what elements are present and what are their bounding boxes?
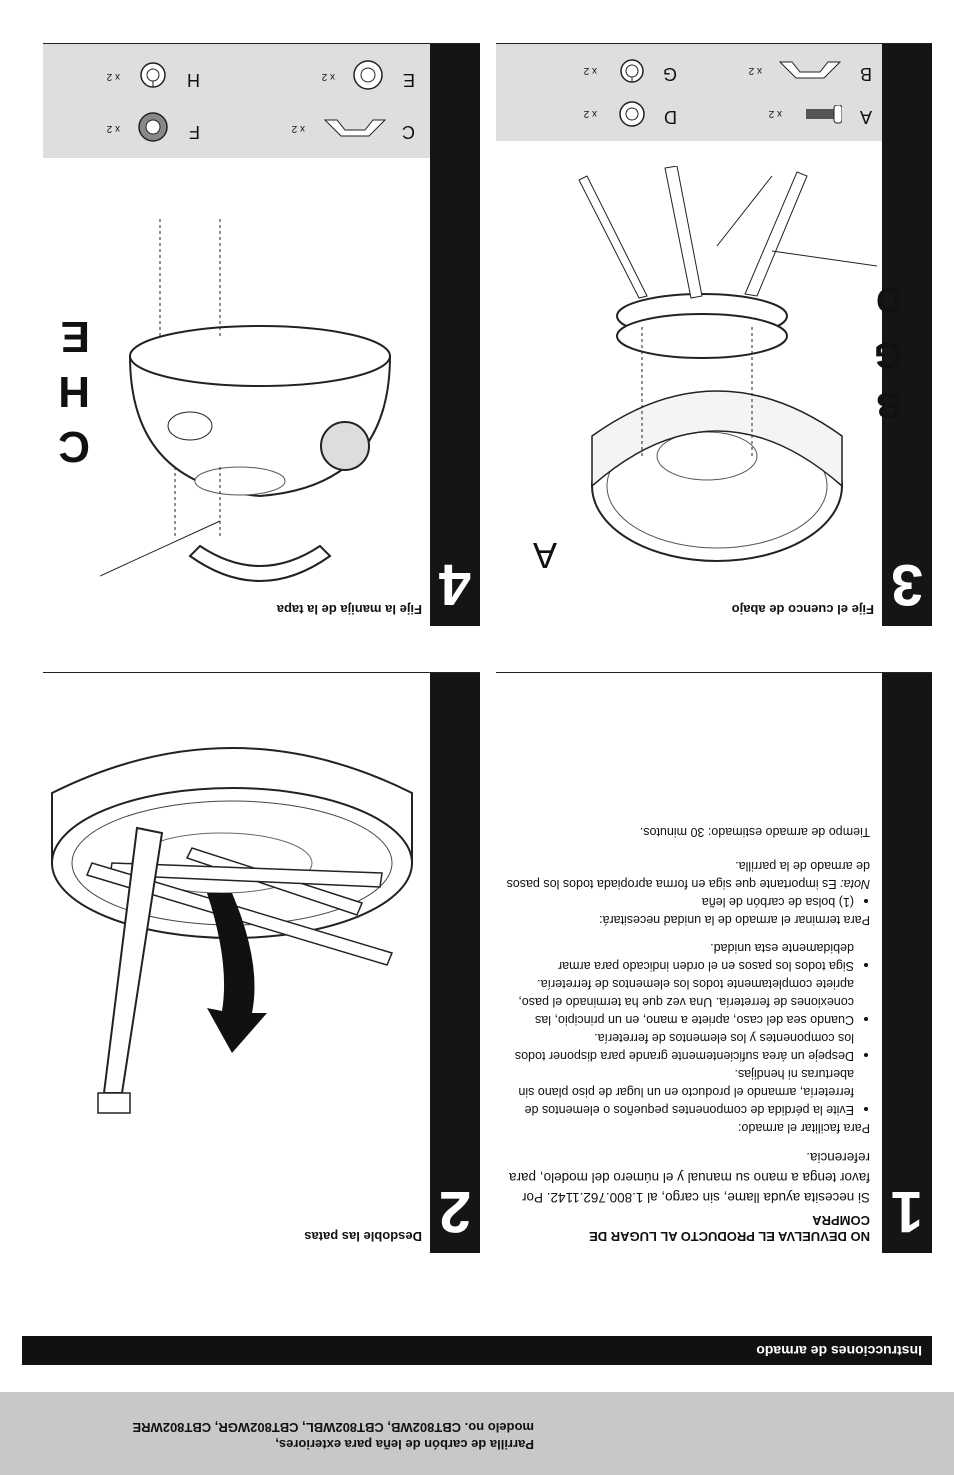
lock-washer-icon xyxy=(617,56,647,86)
part-F: F x 2 xyxy=(50,110,200,144)
callout-C: C xyxy=(58,422,90,471)
step-3-panel xyxy=(496,43,932,626)
product-title xyxy=(54,1419,534,1453)
heat-shield-washer-icon xyxy=(136,110,170,144)
part-G: G x 2 xyxy=(507,56,677,86)
step-2-panel xyxy=(43,672,480,1253)
list-item: • Evite la pérdida de componentes pequeños o elementos de ferretería, armando el producto en un lugar de piso plano sin aberturas ni hendijas. xyxy=(500,1065,854,1119)
step-1-panel xyxy=(496,672,932,1253)
leg-cap-icon xyxy=(778,60,842,82)
need-heading: Para terminar el armado de la unidad necesitará: xyxy=(599,913,870,927)
part-H: H x 2 xyxy=(50,58,200,92)
product-title-line2: modelo no. CBT802WB, CBT802WBL, CBT802WGR, CBT802WRE xyxy=(132,1420,534,1435)
bottom-bowl-illustration xyxy=(557,166,877,596)
part-A: A x 2 xyxy=(768,107,872,127)
list-item: • Cuando sea del caso, apriete a mano, en un principio, las conexiones de ferretería. Una vez que ha terminado el paso, apriete completamente todos los elementos de ferretería. xyxy=(500,975,854,1029)
note-label: Nota: xyxy=(840,877,870,891)
step-4-parts xyxy=(43,44,430,158)
step-3-title: Fije el cuenco de abajo xyxy=(731,602,874,617)
step-2-number: 2 xyxy=(438,1179,472,1244)
section-bar xyxy=(22,1336,932,1365)
part-D: D x 2 xyxy=(507,99,677,129)
unfold-legs-illustration xyxy=(47,678,422,1193)
bolt-icon xyxy=(798,105,842,125)
ease-list xyxy=(500,939,870,1119)
help-intro: Si necesita ayuda llame, sin cargo, al 1.800.762.1142. Por favor tenga a mano su manual y el número del modelo, para referencia. xyxy=(509,1150,870,1205)
step-4-stripe xyxy=(430,44,480,626)
callout-B: B xyxy=(876,385,902,426)
handle-cap-icon xyxy=(323,118,387,140)
part-C: C x 2 xyxy=(245,114,415,144)
washer-icon xyxy=(617,99,647,129)
step-1-title: NO DEVUELVA EL PRODUCTO AL LUGAR DE COMPRA xyxy=(589,1213,870,1244)
step-3-parts xyxy=(496,44,882,141)
need-list xyxy=(500,893,870,911)
lid-handle-illustration xyxy=(100,166,420,596)
product-title-line1: Parrilla de carbón de leña para exteriores, xyxy=(275,1437,534,1452)
step-4-number: 4 xyxy=(438,552,472,617)
callout-D: D xyxy=(876,280,902,321)
step-4-title: Fije la manija de la tapa xyxy=(276,602,422,617)
step-1-number: 1 xyxy=(890,1179,924,1244)
section-title: Instrucciones de armado xyxy=(756,1343,922,1359)
part-E: E x 2 xyxy=(245,62,415,92)
washer-icon xyxy=(351,58,385,92)
part-B: B x 2 xyxy=(692,56,872,86)
callout-A: A xyxy=(532,535,557,576)
callout-G: G xyxy=(873,335,902,376)
list-item: • (1) bolsa de carbón de leña xyxy=(500,893,854,911)
list-item: • Despeje un área suficientemente grande para disponer todos los componentes y los elementos de ferretería. xyxy=(500,1029,854,1065)
list-item: • Siga todos los pasos en el orden indicado para armar debidamente esta unidad. xyxy=(500,939,854,975)
callout-E: E xyxy=(60,312,90,361)
lock-washer-icon xyxy=(136,58,170,92)
note-text: Es importante que siga en forma apropiada todos los pasos de armado de la parrilla. xyxy=(506,859,870,891)
step-1-body xyxy=(500,823,870,1207)
ease-heading: Para facilitar el armado: xyxy=(737,1121,870,1135)
step-2-title: Desdoble las patas xyxy=(304,1229,422,1244)
note xyxy=(500,857,870,893)
step-3-number: 3 xyxy=(890,552,924,617)
step-1-stripe xyxy=(882,673,932,1253)
step-4-panel xyxy=(43,43,480,626)
callout-H: H xyxy=(58,367,90,416)
step-2-stripe xyxy=(430,673,480,1253)
assembly-time: Tiempo de armado estimado: 30 minutos. xyxy=(639,825,870,839)
